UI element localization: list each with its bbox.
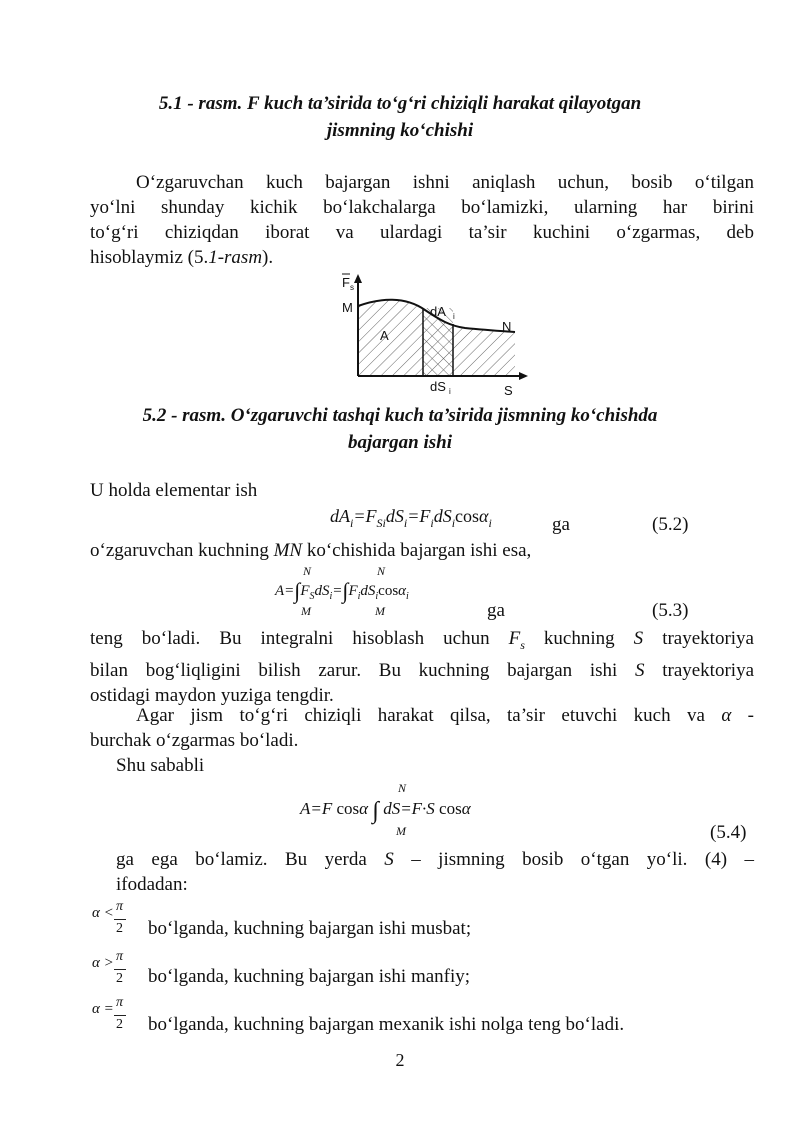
comparison-sign: >	[103, 955, 114, 971]
equation-suffix: ga	[552, 514, 570, 535]
text-fragment: ga ega bo‘lamiz. Bu yerda	[116, 849, 385, 870]
y-axis-label: F	[342, 275, 350, 290]
condition-text: bo‘lganda, kuchning bajargan mexanik ishi nolga teng bo‘ladi.	[148, 1014, 625, 1035]
caption-line: 5.1 - rasm. F kuch ta’sirida to‘g‘ri chiziqli harakat qilayotgan	[158, 93, 642, 114]
text-fragment: S	[635, 660, 645, 681]
text-fragment: F	[508, 628, 521, 649]
caption-line: jismning ko‘chishi	[326, 120, 474, 141]
equation-suffix: ga	[487, 600, 505, 621]
equation-5-2: $dA_i=F_{Si}dS_i=F_idS_i\cos\alpha_i$	[330, 506, 492, 530]
text-fragment: hisoblaymiz (5.	[90, 247, 209, 268]
paragraph-result	[116, 847, 754, 897]
integral-upper-limit: N	[303, 564, 312, 578]
text-fragment: bilan bog‘liqligini bilish zarur. Bu kuchning bajargan ishi	[90, 660, 635, 681]
text-line: U holda elementar ish	[90, 480, 258, 501]
text-line: ostidagi maydon yuziga tengdir.	[90, 685, 334, 706]
area-label: A	[380, 328, 389, 343]
svg-text:s: s	[350, 283, 354, 292]
point-m-label: M	[342, 300, 353, 315]
page-number: 2	[395, 1050, 405, 1070]
work-area-figure	[330, 268, 530, 398]
point-n-label: N	[502, 319, 512, 334]
text-fragment: ).	[262, 247, 274, 268]
integral-lower-limit: M	[375, 604, 385, 618]
svg-text:i: i	[453, 312, 455, 321]
text-fragment: -	[731, 705, 754, 726]
integral-upper-limit: N	[398, 781, 407, 795]
text-line	[90, 703, 754, 728]
condition-alpha-less: α < π 2	[92, 905, 114, 922]
text-fragment: trayektoriya	[644, 660, 754, 681]
text-fragment: 1-rasm	[208, 247, 263, 268]
text-fragment: S	[384, 849, 394, 870]
text-fragment: trayektoriya	[643, 628, 754, 649]
text-fragment: α	[721, 705, 732, 726]
text-line	[116, 847, 754, 872]
text-line: yo‘lni shunday kichik bo‘lakchalarga bo‘lamizki, ularning har birini	[90, 197, 754, 218]
text-fragment: ko‘chishida bajargan ishi esa,	[302, 540, 532, 561]
caption-line: 5.2 - rasm. O‘zgaruvchi tashqi kuch ta’sirida jismning ko‘chishda	[142, 405, 658, 426]
paragraph-integral	[90, 626, 754, 708]
condition-alpha-equal: α = π 2	[92, 1001, 114, 1018]
comparison-sign: <	[103, 905, 114, 921]
element-label: dA	[430, 304, 446, 319]
text-fragment: o‘zgaruvchan kuchning	[90, 540, 274, 561]
equation-number: (5.3)	[652, 600, 689, 621]
text-line: burchak o‘zgarmas bo‘ladi.	[90, 730, 299, 751]
caption-line: bajargan ishi	[347, 432, 452, 453]
text-line: O‘zgaruvchan kuch bajargan ishni aniqlash uchun, bosib o‘tilgan	[136, 172, 754, 193]
text-line	[90, 245, 754, 270]
text-fragment: S	[633, 628, 644, 649]
paragraph-constant-angle	[90, 703, 754, 753]
text-fragment: MN	[273, 540, 303, 561]
integral-lower-limit: M	[301, 604, 311, 618]
text-line	[90, 658, 754, 683]
text-fragment: teng bo‘ladi. Bu integralni hisoblash uchun	[90, 628, 509, 649]
equation-5-3: $A=\int F_SdS_i=\int F_idS_i\cos\alpha_i$	[275, 578, 409, 603]
condition-text: bo‘lganda, kuchning bajargan ishi manfiy;	[148, 966, 471, 987]
comparison-sign: =	[103, 1001, 114, 1017]
equation-5-4: A=F cosα ∫ dS=F·S cosα	[300, 798, 471, 824]
text-line: to‘g‘ri chiziqdan iborat va ulardagi ta’sir kuchini o‘zgarmas, deb	[90, 222, 754, 243]
equation-number: (5.4)	[710, 822, 747, 843]
x-axis-label: S	[504, 383, 513, 398]
text-fragment: kuchning	[524, 628, 634, 649]
text-line: Shu sababli	[116, 755, 205, 776]
figure-caption-5-2	[90, 402, 710, 456]
text-fragment: – jismning bosib o‘tgan yo‘li. (4) –	[393, 849, 754, 870]
integral-upper-limit: N	[377, 564, 386, 578]
condition-alpha-greater: α > π 2	[92, 955, 114, 972]
figure-caption-5-1	[90, 90, 710, 144]
text-line	[90, 540, 531, 562]
text-fragment: s	[520, 638, 525, 652]
text-fragment: Agar jism to‘g‘ri chiziqli harakat qilsa, ta’sir etuvchi kuch va	[136, 705, 722, 726]
equation-number: (5.2)	[652, 514, 689, 535]
paragraph-intro	[90, 170, 754, 270]
text-line	[90, 626, 754, 658]
text-line: ifodadan:	[116, 874, 188, 895]
svg-text:i: i	[449, 387, 451, 396]
condition-text: bo‘lganda, kuchning bajargan ishi musbat;	[148, 918, 472, 939]
integral-lower-limit: M	[396, 824, 406, 838]
ds-label: dS	[430, 379, 446, 394]
